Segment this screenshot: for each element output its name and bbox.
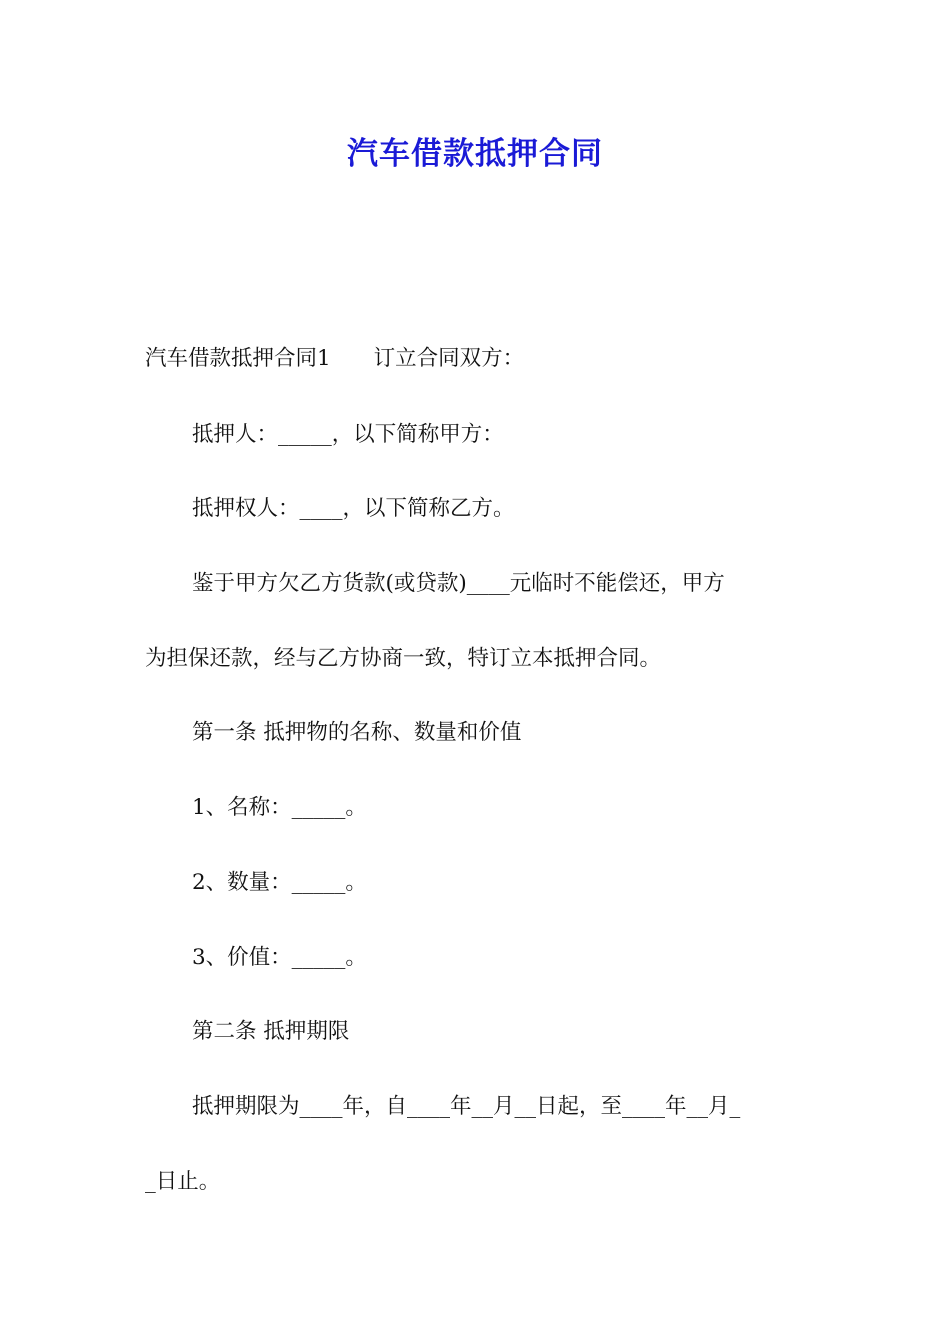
article-2-heading: 第二条 抵押期限	[192, 1019, 350, 1044]
mortgagor-line: 抵押人：_____，以下简称甲方：	[192, 422, 504, 447]
contract-heading-line: 汽车借款抵押合同1 订立合同双方：	[145, 346, 525, 371]
item-value-line: 3、价值：_____。	[192, 945, 367, 970]
term-line-2: _日止。	[145, 1169, 221, 1194]
document-title: 汽车借款抵押合同	[347, 136, 603, 172]
item-name-line: 1、名称：_____。	[192, 795, 367, 820]
item-quantity-line: 2、数量：_____。	[192, 870, 367, 895]
mortgagee-line: 抵押权人：____，以下简称乙方。	[192, 496, 515, 521]
preamble-line-2: 为担保还款，经与乙方协商一致，特订立本抵押合同。	[145, 646, 662, 671]
preamble-line-1: 鉴于甲方欠乙方货款(或贷款)____元临时不能偿还，甲方	[192, 571, 725, 596]
article-1-heading: 第一条 抵押物的名称、数量和价值	[192, 720, 522, 745]
term-line-1: 抵押期限为____年，自____年__月__日起，至____年__月_	[192, 1094, 741, 1119]
